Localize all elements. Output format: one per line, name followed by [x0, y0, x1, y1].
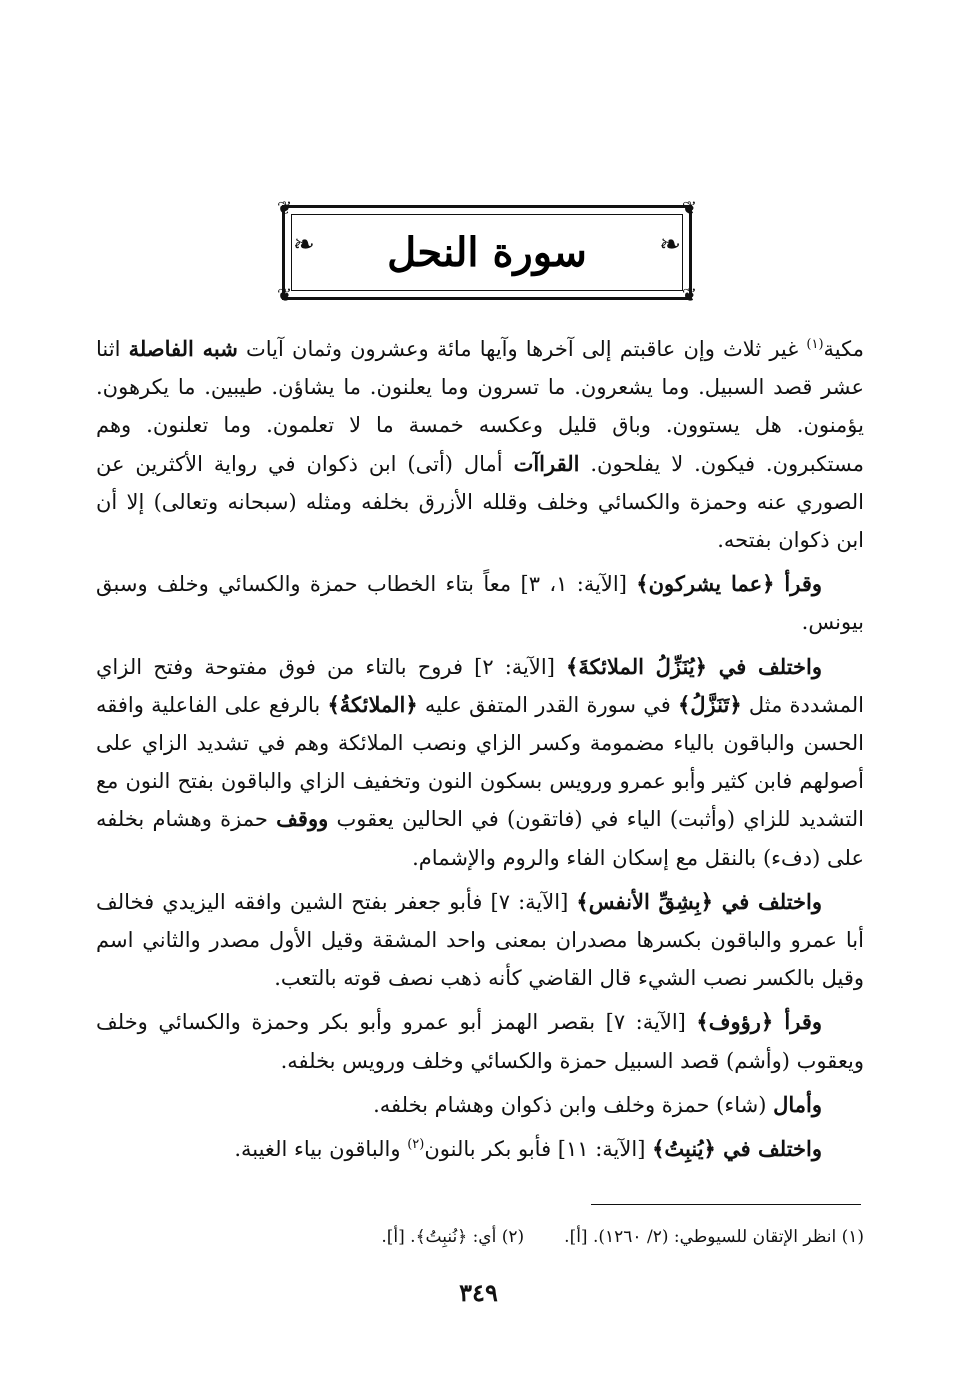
- paragraph: [96, 330, 864, 559]
- text-run: والباقون بياء الغيبة.: [234, 1137, 408, 1162]
- paragraph: [96, 1086, 864, 1124]
- page-number: ٣٤٩: [459, 1278, 498, 1307]
- corner-ornament-icon: ❦: [681, 285, 697, 306]
- corner-ornament-icon: ❦: [277, 285, 293, 306]
- corner-ornament-icon: ❦: [277, 198, 293, 219]
- footnote-1: (١) انظر الإتقان للسيوطي: (٢/ ١٢٦٠). [أ].: [564, 1227, 864, 1247]
- side-ornament-icon: ❧: [659, 230, 681, 260]
- paragraph: [96, 1003, 864, 1079]
- bold-term: ووقف: [276, 806, 329, 832]
- text-run: [الآية: ٧] بقصر الهمز أبو عمرو وأبو بكر وحمزة والكسائي وخلف ويعقوب (وأشم) قصد السبيل حمزة والكسائي وخلف ورويس بخلفه.: [96, 1010, 864, 1073]
- side-ornament-icon: ❧: [293, 230, 315, 260]
- corner-ornament-icon: ❦: [681, 198, 697, 219]
- bold-term: واختلف في ﴿بِشِقِّ الأنفس﴾: [576, 888, 822, 914]
- paragraph: [96, 565, 864, 641]
- bold-term: وأمال: [773, 1091, 822, 1117]
- text-run: حمزة وهشام بخلفه على (دفء) بالنقل مع إسكان الفاء والروم والإشمام.: [96, 807, 864, 870]
- text-run: [الآية: ١١] فأبو بكر بالنون: [424, 1137, 653, 1162]
- bold-term: وقرأ ﴿رؤوف﴾: [696, 1009, 822, 1035]
- bold-term: وقرأ ﴿عما يشركون﴾: [636, 571, 822, 597]
- text-run: (شاء) حمزة وخلف وابن ذكوان وهشام بخلفه.: [373, 1092, 774, 1117]
- bold-term: القراآت: [513, 450, 580, 476]
- paragraph: [96, 1130, 864, 1168]
- footnote-ref: (٢): [407, 1137, 425, 1153]
- bold-term: واختلف في ﴿يُنَزِّلُ الملائكةَ﴾: [566, 653, 822, 679]
- text-run: مكية: [823, 337, 864, 361]
- surah-title: سورة النحل: [387, 229, 587, 276]
- bold-term: ﴿تَنَزَّلُ﴾: [677, 691, 742, 717]
- footnote-ref: (١): [806, 337, 824, 352]
- text-run: [الآية: ٧] فأبو جعفر بفتح الشين وافقه اليزيدي فخالف أبا عمرو والباقون بكسرها مصدران بمعنى واحد المشقة وقيل الأول مصدر والثاني اسم وقيل بالكسر نصب الشيء قال القاضي كأنه ذهب نصف قوته بالتعب.: [96, 889, 864, 991]
- text-run: في سورة القدر المتفق عليه: [417, 692, 678, 717]
- footnotes: [96, 1224, 864, 1250]
- text-run: بالرفع على الفاعلية وافقه الحسن والباقون بالياء مضمومة وكسر الزاي ونصب الملائكة وهم في تشديد الزاي على أصولهم فابن كثير وأبو عمرو ورويس بسكون النون وتخفيف الزاي والباقون بفتح النون مع التشديد للزاي (وأثبت) الياء في (فاتقون) في الحالين يعقوب: [96, 692, 864, 832]
- text-run: [الآية: ١، ٣] معاً بتاء الخطاب حمزة والكسائي وخلف وسبق بيونس.: [96, 572, 864, 635]
- text-run: غير ثلاث وإن عاقبتم إلى آخرها وآيها مائة وعشرون وثمان آيات: [237, 337, 807, 361]
- surah-title-frame: [277, 198, 697, 306]
- main-text: [96, 330, 864, 1174]
- paragraph: [96, 648, 864, 877]
- text-run: اثنا عشر قصد السبيل. وما يشعرون. ما تسرون وما يعلنون. ما يشاؤن. طيبين. ما يكرهون. يؤمنون. هل يستوون. وباق قليل وعكسه خمسة ما لا تعلمون. وما تعلنون. وهم مستكبرون. فيكون. لا يفلحون.: [96, 337, 864, 476]
- bold-term: شبه الفاصلة: [128, 336, 238, 361]
- footnote-2: (٢) أي: ﴿نُنبِتُ﴾. [أ].: [381, 1227, 525, 1247]
- paragraph: [96, 883, 864, 998]
- text-run: [الآية: ٢] فروح بالتاء من فوق مفتوحة وفتح الزاي المشددة مثل: [96, 654, 865, 717]
- bold-term: واختلف في ﴿يُنبِتُ﴾: [652, 1136, 822, 1162]
- text-run: أمال (أتى) ابن ذكوان في رواية الأكثرين عن الصوري عنه وحمزة والكسائي وخلف وقلله الأزرق بخلفه ومثله (سبحانه وتعالى) إلا أن ابن ذكوان بفتحه.: [96, 451, 864, 553]
- bold-term: ﴿الملائكةُ﴾: [327, 691, 418, 717]
- footnote-separator: [591, 1204, 861, 1205]
